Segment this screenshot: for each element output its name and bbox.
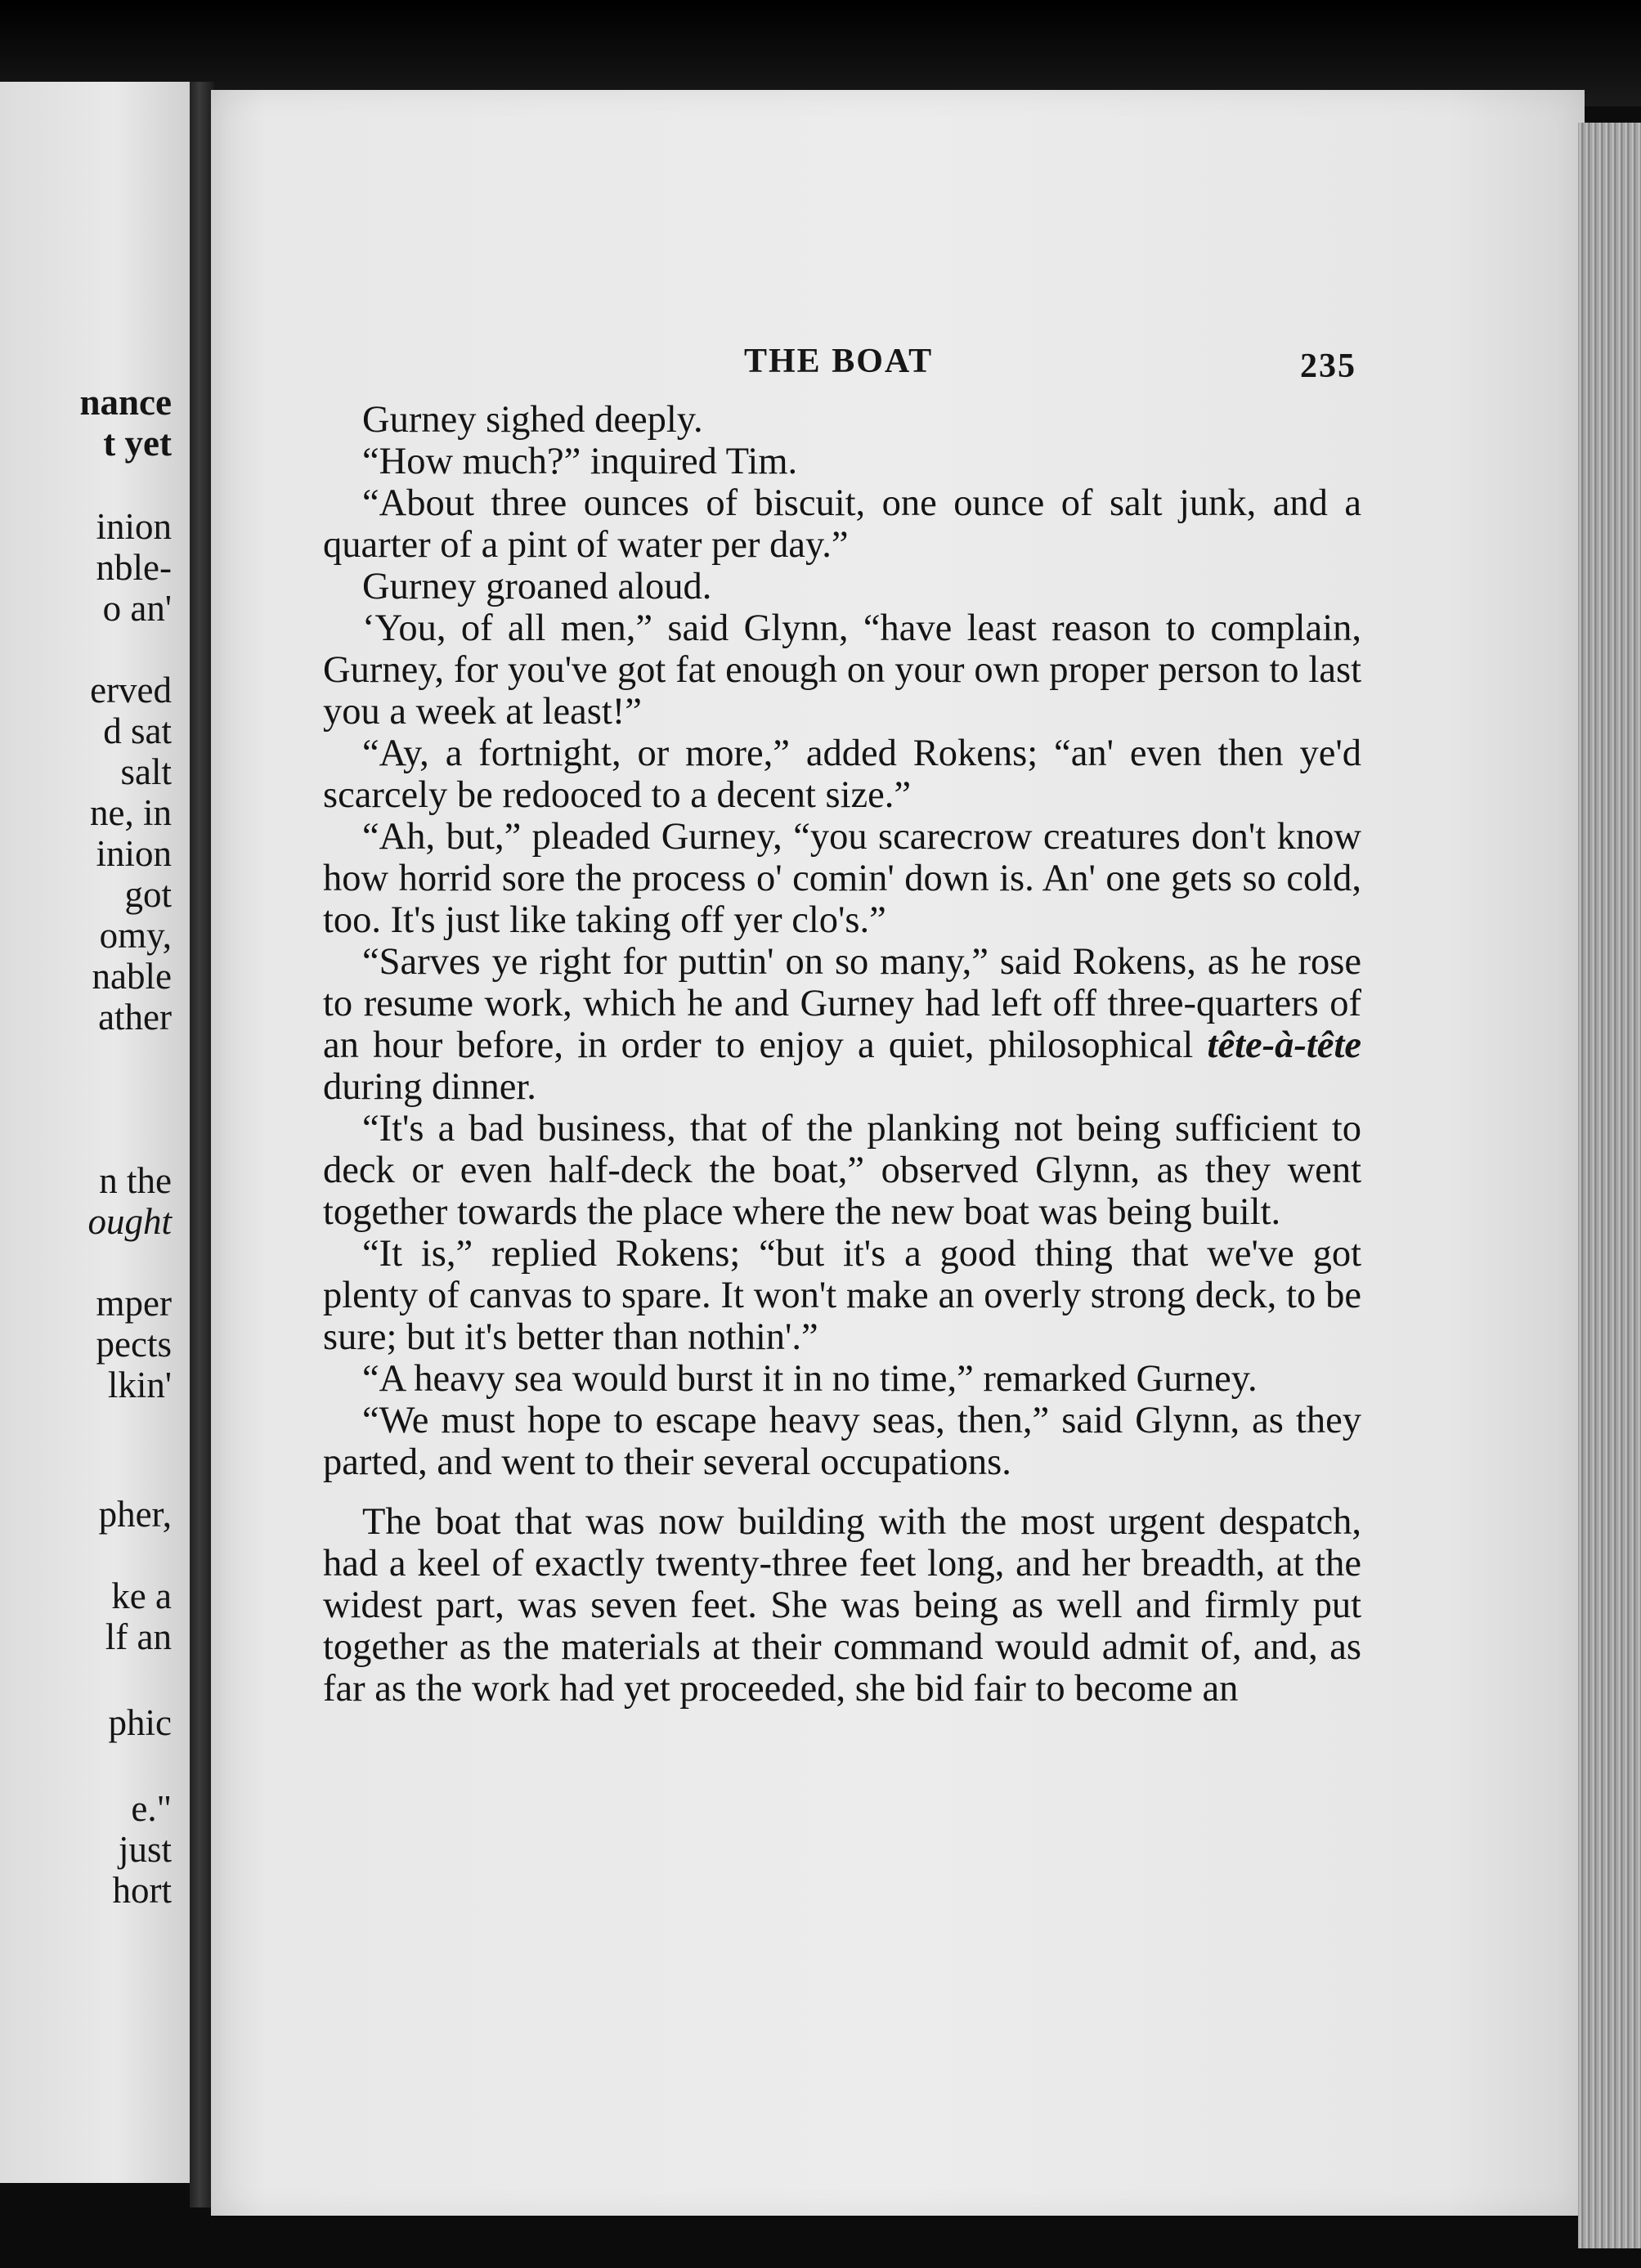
paragraph: ‘You, of all men,” said Glynn, “have least reason to complain, Gurney, for you've got fat enough on your own proper person to last you a week at least!” xyxy=(323,607,1361,733)
paragraph: “About three ounces of biscuit, one ounce of salt junk, and a quarter of a pint of water per day.” xyxy=(323,482,1361,566)
left-page-fragment: erved xyxy=(90,670,172,710)
left-page-fragment: ne, in xyxy=(90,792,172,833)
left-page-fragment: ought xyxy=(87,1201,172,1242)
left-page-fragment: phic xyxy=(108,1702,172,1743)
left-page-fragment: lkin' xyxy=(107,1365,172,1405)
left-page-fragment: hort xyxy=(112,1870,172,1911)
paragraph xyxy=(323,941,1361,1108)
left-page-fragment: lf an xyxy=(105,1616,172,1657)
left-page-fragment: e." xyxy=(131,1788,172,1829)
left-facing-page xyxy=(0,82,192,2183)
left-page-fragment: d sat xyxy=(103,710,172,751)
running-title: THE BOAT xyxy=(744,343,934,380)
paragraph: “It is,” replied Rokens; “but it's a good thing that we've got plenty of canvas to spare. It won't make an overly strong deck, to be sure; but it's better than nothin'.” xyxy=(323,1233,1361,1358)
paragraph: Gurney sighed deeply. xyxy=(362,399,703,441)
left-page-fragment: just xyxy=(118,1829,172,1870)
left-page-fragment: pher, xyxy=(98,1494,172,1535)
left-page-fragment: pects xyxy=(96,1324,172,1365)
body-text xyxy=(323,399,1361,1710)
paragraph: “We must hope to escape heavy seas, then,” said Glynn, as they parted, and went to their several occupations. xyxy=(323,1400,1361,1483)
left-page-fragment: got xyxy=(124,874,172,915)
paragraph-text: during dinner. xyxy=(323,1066,536,1108)
left-page-fragment: ke a xyxy=(111,1575,172,1616)
paragraph: “Ay, a fortnight, or more,” added Rokens; “an' even then ye'd scarcely be redooced to a decent size.” xyxy=(323,733,1361,816)
page-number: 235 xyxy=(1300,347,1356,385)
left-page-fragment: n the xyxy=(99,1160,172,1201)
left-page-fragment: inion xyxy=(96,506,172,547)
left-page-fragment: mper xyxy=(96,1283,172,1324)
paragraph: The boat that was now building with the most urgent despatch, had a keel of exactly twenty-three feet long, and her breadth, at the widest part, was seven feet. She was being as well and firmly put together as the materials at their command would admit of, and, as far as the work had yet proceeded, she bid fair to become an xyxy=(323,1501,1361,1710)
left-page-fragment: nble- xyxy=(96,547,172,588)
left-page-fragment: o an' xyxy=(102,588,172,629)
left-page-fragment: nable xyxy=(92,956,172,997)
left-page-fragment: t yet xyxy=(103,423,172,464)
paragraph: “It's a bad business, that of the planking not being sufficient to deck or even half-deck the boat,” observed Glynn, as they went together towards the place where the new boat was being built. xyxy=(323,1108,1361,1233)
page-edges xyxy=(1578,123,1641,2248)
left-page-fragment: ather xyxy=(98,997,172,1038)
paragraph: “Ah, but,” pleaded Gurney, “you scarecrow creatures don't know how horrid sore the process o' comin' down is. An' one gets so cold, too. It's just like taking off yer clo's.” xyxy=(323,816,1361,941)
left-page-fragment: inion xyxy=(96,833,172,874)
left-page-fragment: omy, xyxy=(99,915,172,956)
italic-phrase: tête-à-tête xyxy=(1207,1024,1361,1066)
left-page-fragment: nance xyxy=(79,382,172,423)
paragraph: “How much?” inquired Tim. xyxy=(362,441,798,482)
paragraph: “A heavy sea would burst it in no time,” remarked Gurney. xyxy=(362,1358,1258,1400)
paragraph: Gurney groaned aloud. xyxy=(362,566,712,607)
paragraph-text: “Sarves ye right for puttin' on so many,” said Rokens, as he rose to resume work, which he and Gurney had left off three-quarters of an hour before, in order to enjoy a quiet, philosophical xyxy=(323,941,1361,1066)
left-page-fragment: salt xyxy=(120,751,172,792)
